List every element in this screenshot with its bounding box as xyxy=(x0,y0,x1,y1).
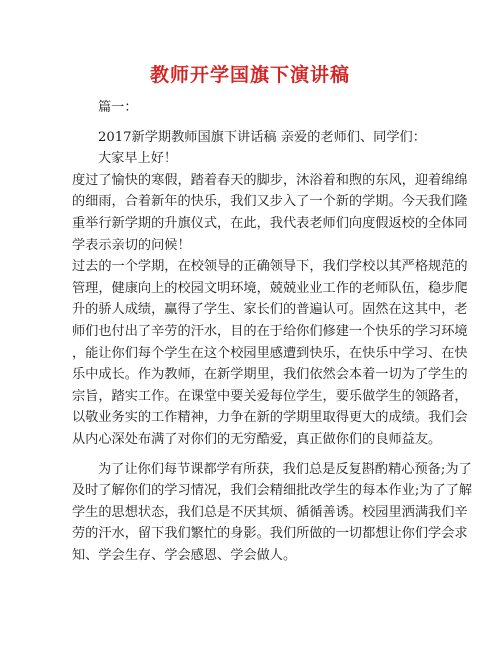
text-line: 乐中成长。作为教师，在新学期里，我们依然会本着一切为了学生的 xyxy=(72,367,468,383)
document-body xyxy=(72,97,473,566)
line-gap xyxy=(72,451,442,459)
text-line: 劳的汗水，留下我们繁忙的身影。我们所做的一切都想让你们学会求 xyxy=(72,526,468,542)
text-line: 知、学会生存、学会感恩、学会做人。 xyxy=(72,547,297,563)
text-line: ，能让你们每个学生在这个校园里感遭到快乐，在快乐中学习、在快 xyxy=(72,345,468,361)
text-line: 及时了解你们的学习情况，我们会精细批改学生的每本作业;为了了解 xyxy=(72,483,473,499)
text-line: 师们也付出了辛劳的汗水，目的在于给你们修建一个快乐的学习环境 xyxy=(72,323,468,339)
document-title: 教师开学国旗下演讲稿 xyxy=(149,64,350,86)
line-gap xyxy=(72,119,442,127)
text-line: 宗旨，踏实工作。在课堂中要关爱每位学生，要乐做学生的领路者， xyxy=(72,388,468,404)
text-line: 大家早上好！ xyxy=(98,151,178,167)
text-line: 管理，健康向上的校园文明环境，兢兢业业工作的老师队伍，稳步爬 xyxy=(72,280,468,296)
text-line: 度过了愉快的寒假，踏着春天的脚步，沐浴着和煦的东风，迎着绵绵 xyxy=(72,172,468,188)
text-line: 2017新学期教师国旗下讲话稿 亲爱的老师们、同学们： xyxy=(98,129,426,145)
text-line: 的细雨，合着新年的快乐，我们又步入了一个新的学期。今天我们隆 xyxy=(72,194,468,210)
text-line: 为了让你们每节课都学有所获，我们总是反复斟酌精心预备;为了 xyxy=(98,461,472,477)
text-line: 学生的思想状态，我们总是不厌其烦、循循善诱。校园里洒满我们辛 xyxy=(72,504,468,520)
text-line: 重举行新学期的升旗仪式，在此，我代表老师们向度假返校的全体同 xyxy=(72,215,468,231)
text-line: 升的骄人成绩，赢得了学生、家长们的普遍认可。固然在这其中，老 xyxy=(72,302,468,318)
text-line: 学表示亲切的问候！ xyxy=(72,237,191,253)
text-line: 篇一： xyxy=(98,100,138,115)
text-line: 从内心深处布满了对你们的无穷酷爱，真正做你们的良师益友。 xyxy=(72,431,442,447)
text-line: 以敬业务实的工作精神，力争在新的学期里取得更大的成绩。我们会 xyxy=(72,410,468,426)
text-line: 过去的一个学期，在校领导的正确领导下，我们学校以其严格规范的 xyxy=(72,259,468,275)
